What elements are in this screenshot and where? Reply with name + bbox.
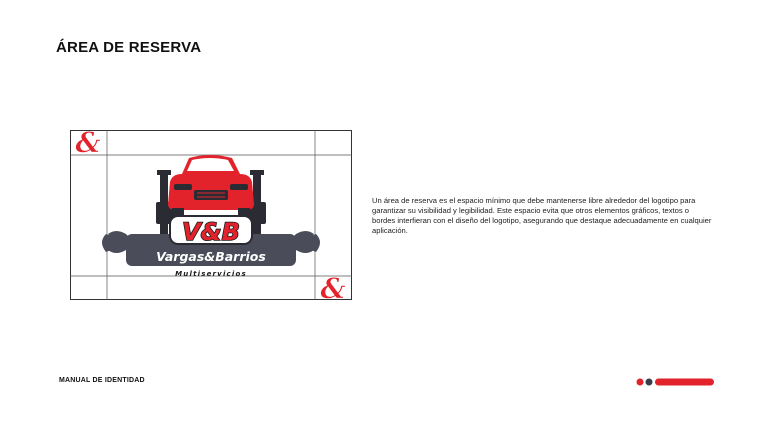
car-icon xyxy=(168,155,254,218)
indicator-bar xyxy=(655,379,714,386)
logo xyxy=(102,155,320,278)
page-indicator xyxy=(636,377,716,387)
clearspace-diagram xyxy=(70,130,352,300)
indicator-dot-red xyxy=(637,379,644,386)
logo-name: Vargas&Barrios xyxy=(156,249,266,264)
logo-monogram: V&B xyxy=(182,218,240,246)
logo-tagline: Multiservicios xyxy=(175,270,247,278)
description-paragraph: Un área de reserva es el espacio mínimo que debe mantenerse libre alrededor del logotipo para garantizar su visibilidad y legibilidad. Este espacio evita que otros elementos gráficos, textos o bordes interfieran con el diseño del logotipo, asegurando que destaque adecuadamente en cualquier aplicación. xyxy=(372,196,712,235)
ampersand-mark-top-left: & xyxy=(75,130,101,159)
ampersand-mark-bottom-right: & xyxy=(320,272,346,300)
footer-label: MANUAL DE IDENTIDAD xyxy=(59,377,145,384)
page-title: ÁREA DE RESERVA xyxy=(56,39,202,56)
indicator-dot-dark xyxy=(646,379,653,386)
